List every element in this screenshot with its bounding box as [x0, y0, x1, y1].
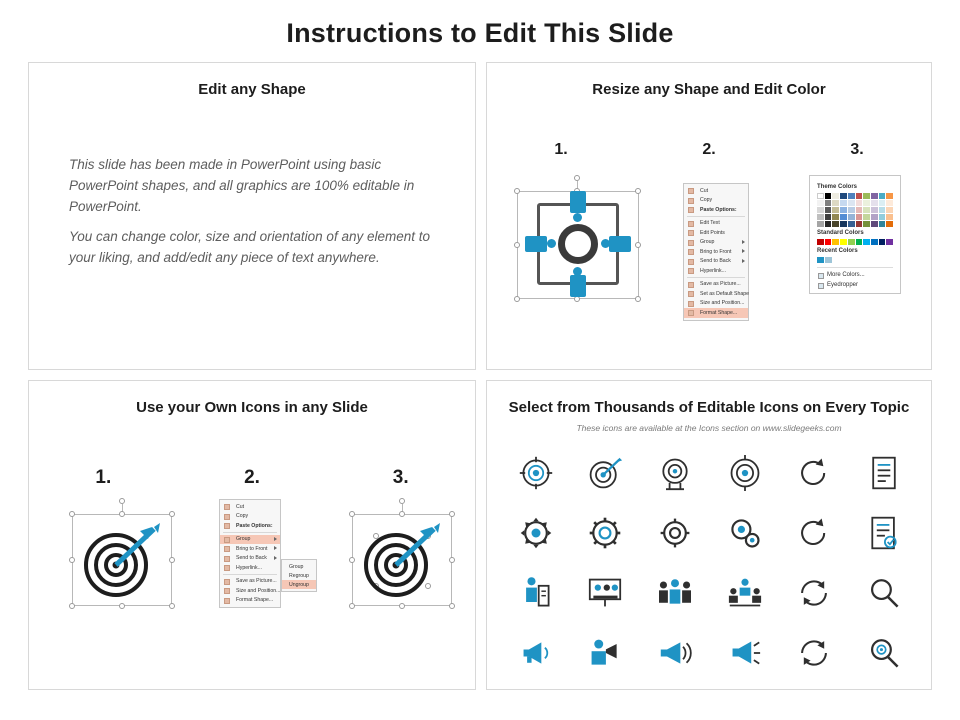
- swatch[interactable]: [840, 200, 847, 206]
- submenu-item-regroup[interactable]: Regroup: [289, 572, 309, 579]
- swatch[interactable]: [863, 239, 870, 245]
- context-menu-item-format-shape[interactable]: Format Shape...: [220, 596, 280, 606]
- swatch[interactable]: [832, 207, 839, 213]
- swatch[interactable]: [856, 214, 863, 220]
- icon-checklist-document-icon[interactable]: [868, 515, 900, 551]
- swatch[interactable]: [879, 207, 886, 213]
- context-menu-separator-2: [687, 277, 745, 278]
- context-menu-item-edit-points[interactable]: Edit Points: [684, 228, 748, 238]
- swatch[interactable]: [840, 214, 847, 220]
- icon-context-menu[interactable]: [219, 499, 281, 608]
- submenu-item-group[interactable]: Group: [289, 563, 304, 570]
- icon-person-podium-icon[interactable]: [519, 575, 553, 611]
- hyperlink-icon: [688, 268, 694, 274]
- swatch[interactable]: [863, 200, 870, 206]
- swatch[interactable]: [817, 200, 824, 206]
- context-menu-item-paste-options[interactable]: Paste Options:: [684, 205, 748, 215]
- own-icons-step-numbers: [29, 467, 475, 489]
- save-picture-icon: [688, 282, 694, 288]
- eyedropper-icon: [818, 283, 824, 289]
- swatch[interactable]: [840, 193, 847, 199]
- swatch[interactable]: [825, 193, 832, 199]
- icon-gear-double-icon[interactable]: [727, 515, 763, 551]
- context-menu-item-copy[interactable]: Copy: [220, 512, 280, 522]
- swatch[interactable]: [817, 257, 824, 263]
- page-title: Instructions to Edit This Slide: [286, 18, 674, 48]
- resize-step-1-illustration: [511, 177, 645, 307]
- resize-step-number-3: 3.: [850, 141, 864, 158]
- swatch[interactable]: [825, 214, 832, 220]
- panel-title-resize-shape: Resize any Shape and Edit Color: [592, 81, 826, 98]
- swatch[interactable]: [863, 193, 870, 199]
- icon-document-list-icon[interactable]: [868, 455, 900, 491]
- handle-sw[interactable]: [514, 296, 520, 302]
- context-menu-item-size-and-position[interactable]: Size and Position...: [220, 586, 280, 596]
- group-icon: [224, 537, 230, 543]
- swatch[interactable]: [886, 239, 893, 245]
- panel-subtitle-thousands-icons: These icons are available at the Icons section on www.slidegeeks.com: [576, 423, 842, 433]
- edit-shape-paragraph-1: This slide has been made in PowerPoint using basic PowerPoint shapes, and all graphics are 100% editable in PowerPoint.: [69, 157, 415, 214]
- paste-icon: [688, 207, 694, 213]
- swatch[interactable]: [832, 193, 839, 199]
- submenu-item-ungroup[interactable]: Ungroup: [282, 580, 316, 589]
- icon-gear-center-icon[interactable]: [518, 515, 554, 551]
- swatch[interactable]: [856, 200, 863, 206]
- swatch[interactable]: [863, 214, 870, 220]
- icon-search-target-icon[interactable]: [867, 636, 901, 670]
- swatch[interactable]: [817, 221, 824, 227]
- swatch[interactable]: [871, 239, 878, 245]
- chevron-right-icon: [742, 240, 745, 244]
- swatch[interactable]: [840, 239, 847, 245]
- cut-icon: [688, 188, 694, 194]
- handle-se[interactable]: [635, 296, 641, 302]
- theme-color-row-2[interactable]: [817, 200, 893, 206]
- swatch[interactable]: [879, 200, 886, 206]
- icon-presentation-people-icon[interactable]: [587, 576, 623, 610]
- format-shape-icon: [688, 310, 694, 316]
- panel-title-own-icons: Use your Own Icons in any Slide: [136, 399, 368, 416]
- swatch[interactable]: [848, 207, 855, 213]
- edit-text-icon: [688, 221, 694, 227]
- handle-w[interactable]: [514, 242, 520, 248]
- swatch[interactable]: [825, 221, 832, 227]
- swatch[interactable]: [848, 193, 855, 199]
- handle-e[interactable]: [169, 557, 175, 563]
- own-icons-step-3-illustration: [347, 501, 465, 611]
- handle-n[interactable]: [399, 511, 405, 517]
- swatch[interactable]: [879, 214, 886, 220]
- icon-refresh-arrow-icon[interactable]: [797, 456, 831, 490]
- shape-tab-right: [609, 236, 631, 252]
- swatch[interactable]: [879, 239, 886, 245]
- swatch[interactable]: [886, 200, 893, 206]
- icon-bullhorn-icon[interactable]: [657, 637, 693, 669]
- icon-megaphone-icon[interactable]: [518, 637, 554, 669]
- icon-group-people-icon[interactable]: [656, 577, 694, 609]
- copy-icon: [224, 514, 230, 520]
- swatch[interactable]: [879, 221, 886, 227]
- context-menu-separator-2: [223, 574, 277, 575]
- swatch[interactable]: [817, 239, 824, 245]
- swatch[interactable]: [825, 257, 832, 263]
- context-menu-item-save-as-picture[interactable]: Save as Picture...: [220, 577, 280, 587]
- chevron-right-icon: [742, 249, 745, 253]
- swatch[interactable]: [832, 239, 839, 245]
- format-shape-icon: [224, 598, 230, 604]
- handle-nw[interactable]: [69, 511, 75, 517]
- handle-ne[interactable]: [169, 511, 175, 517]
- context-menu-item-send-to-back[interactable]: Send to Back: [684, 257, 748, 267]
- cut-icon: [224, 504, 230, 510]
- panel-thousands-icons: [486, 380, 932, 690]
- icon-magnifier-icon[interactable]: [867, 576, 901, 610]
- swatch[interactable]: [886, 207, 893, 213]
- handle-se[interactable]: [169, 603, 175, 609]
- swatch[interactable]: [879, 193, 886, 199]
- icon-announcement-icon[interactable]: [727, 637, 763, 669]
- context-menu-item-bring-to-front[interactable]: Bring to Front: [684, 247, 748, 257]
- handle-n[interactable]: [119, 511, 125, 517]
- recent-color-row[interactable]: [817, 257, 893, 263]
- handle-sw[interactable]: [69, 603, 75, 609]
- swatch[interactable]: [840, 207, 847, 213]
- handle-ne[interactable]: [449, 511, 455, 517]
- paste-icon: [224, 523, 230, 529]
- theme-color-row-3[interactable]: [817, 207, 893, 213]
- shape-context-menu[interactable]: [683, 183, 749, 321]
- rotate-handle[interactable]: [119, 498, 125, 504]
- theme-colors-label: Theme Colors: [817, 184, 858, 190]
- icon-sync-arrows-icon[interactable]: [797, 576, 831, 610]
- context-menu-item-edit-text[interactable]: Edit Text: [684, 219, 748, 229]
- swatch[interactable]: [848, 239, 855, 245]
- bring-front-icon: [688, 249, 694, 255]
- swatch[interactable]: [871, 207, 878, 213]
- send-back-icon: [688, 259, 694, 265]
- swatch[interactable]: [848, 221, 855, 227]
- context-menu-item-format-shape[interactable]: Format Shape...: [684, 308, 748, 318]
- theme-color-row-5[interactable]: [817, 221, 893, 227]
- swatch[interactable]: [825, 200, 832, 206]
- handle-s[interactable]: [119, 603, 125, 609]
- swatch[interactable]: [863, 207, 870, 213]
- context-menu-item-copy[interactable]: Copy: [684, 196, 748, 206]
- context-menu-item-send-to-back[interactable]: Send to Back: [220, 554, 280, 564]
- swatch[interactable]: [832, 221, 839, 227]
- swatch[interactable]: [856, 207, 863, 213]
- context-menu-item-group[interactable]: Group: [684, 238, 748, 248]
- icon-refresh-circle-icon[interactable]: [797, 516, 831, 550]
- context-menu-item-cut[interactable]: Cut: [684, 186, 748, 196]
- swatch[interactable]: [832, 200, 839, 206]
- handle-nw[interactable]: [349, 511, 355, 517]
- eyedropper-option[interactable]: Eyedropper: [817, 282, 893, 288]
- context-menu-item-group[interactable]: Group: [220, 535, 280, 545]
- icon-library-grid: [501, 443, 919, 683]
- icon-gear-cog-icon[interactable]: [587, 515, 623, 551]
- save-picture-icon: [224, 579, 230, 585]
- theme-color-row-1[interactable]: [817, 193, 893, 199]
- edit-points-icon: [688, 230, 694, 236]
- size-position-icon: [224, 588, 230, 594]
- rotate-handle[interactable]: [399, 498, 405, 504]
- swatch[interactable]: [817, 193, 824, 199]
- shape-cap-left: [547, 239, 556, 248]
- shape-cap-bottom: [573, 267, 582, 276]
- swatch[interactable]: [832, 214, 839, 220]
- group-submenu[interactable]: [281, 559, 317, 592]
- swatch[interactable]: [871, 200, 878, 206]
- shape-cap-top: [573, 213, 582, 222]
- own-icons-step-number-2: 2.: [244, 467, 260, 488]
- handle-w[interactable]: [69, 557, 75, 563]
- icon-person-speaker-icon[interactable]: [588, 636, 622, 670]
- icon-gear-outline-icon[interactable]: [657, 515, 693, 551]
- swatch[interactable]: [817, 207, 824, 213]
- rotate-handle[interactable]: [574, 175, 580, 181]
- target-arrow-icon: [358, 521, 446, 599]
- context-menu-item-hyperlink[interactable]: Hyperlink...: [684, 266, 748, 276]
- shape-tab-top: [570, 191, 586, 213]
- swatch[interactable]: [886, 214, 893, 220]
- handle-sw[interactable]: [349, 603, 355, 609]
- shape-ring: [558, 224, 598, 264]
- context-menu-separator-1: [223, 532, 277, 533]
- bring-front-icon: [224, 546, 230, 552]
- panel-resize-shape: [486, 62, 932, 370]
- editable-shape-graphic: [523, 189, 633, 299]
- icon-target-crosshair-icon[interactable]: [518, 455, 554, 491]
- swatch[interactable]: [886, 221, 893, 227]
- handle-ne[interactable]: [635, 188, 641, 194]
- resize-step-number-2: 2.: [702, 141, 716, 158]
- chevron-right-icon: [742, 259, 745, 263]
- swatch[interactable]: [840, 221, 847, 227]
- group-icon: [688, 240, 694, 246]
- chevron-right-icon: [274, 537, 277, 541]
- color-picker-separator: [817, 267, 893, 268]
- edit-shape-paragraph-2: You can change color, size and orientation of any element to your liking, and add/edit any piece of text anywhere.: [69, 229, 430, 265]
- more-colors-option[interactable]: More Colors...: [817, 272, 893, 278]
- context-menu-item-set-default-shape[interactable]: Set as Default Shape: [684, 289, 748, 299]
- swatch[interactable]: [871, 193, 878, 199]
- icon-recycle-arrows-icon[interactable]: [797, 636, 831, 670]
- shape-cap-right: [601, 239, 610, 248]
- swatch[interactable]: [848, 200, 855, 206]
- copy-icon: [688, 198, 694, 204]
- shape-tab-bottom: [570, 275, 586, 297]
- context-menu-item-bring-to-front[interactable]: Bring to Front: [220, 544, 280, 554]
- default-shape-icon: [688, 291, 694, 297]
- handle-se[interactable]: [449, 603, 455, 609]
- swatch[interactable]: [825, 239, 832, 245]
- swatch[interactable]: [871, 214, 878, 220]
- context-menu-item-hyperlink[interactable]: Hyperlink...: [220, 563, 280, 573]
- swatch[interactable]: [871, 221, 878, 227]
- context-menu-item-save-as-picture[interactable]: Save as Picture...: [684, 280, 748, 290]
- resize-step-number-1: 1.: [554, 141, 568, 158]
- icon-target-arrow-icon[interactable]: [587, 455, 623, 491]
- context-menu-item-cut[interactable]: Cut: [220, 502, 280, 512]
- icon-team-meeting-icon[interactable]: [727, 576, 763, 610]
- size-position-icon: [688, 301, 694, 307]
- handle-w[interactable]: [349, 557, 355, 563]
- handle-nw[interactable]: [514, 188, 520, 194]
- standard-colors-label: Standard Colors: [817, 230, 864, 236]
- own-icons-step-number-1: 1.: [95, 467, 112, 488]
- own-icons-step-number-3: 3.: [392, 467, 409, 488]
- theme-color-row-4[interactable]: [817, 214, 893, 220]
- chevron-right-icon: [274, 556, 277, 560]
- panel-edit-shape: [28, 62, 476, 370]
- panel-own-icons: [28, 380, 476, 690]
- color-picker-panel[interactable]: [809, 175, 901, 294]
- swatch[interactable]: [848, 214, 855, 220]
- handle-s[interactable]: [399, 603, 405, 609]
- swatch[interactable]: [825, 207, 832, 213]
- palette-icon: [818, 273, 824, 279]
- swatch[interactable]: [856, 221, 863, 227]
- swatch[interactable]: [817, 214, 824, 220]
- target-arrow-icon: [78, 521, 166, 599]
- icon-target-scope-icon[interactable]: [727, 455, 763, 491]
- panel-title-edit-shape: Edit any Shape: [198, 81, 306, 98]
- swatch[interactable]: [863, 221, 870, 227]
- context-menu-separator-1: [687, 216, 745, 217]
- swatch[interactable]: [886, 193, 893, 199]
- shape-tab-left: [525, 236, 547, 252]
- handle-e[interactable]: [635, 242, 641, 248]
- context-menu-item-paste-options[interactable]: Paste Options:: [220, 521, 280, 531]
- swatch[interactable]: [856, 239, 863, 245]
- icon-target-dart-icon[interactable]: [657, 455, 693, 491]
- recent-colors-label: Recent Colors: [817, 248, 858, 254]
- send-back-icon: [224, 556, 230, 562]
- hyperlink-icon: [224, 565, 230, 571]
- standard-color-row[interactable]: [817, 239, 893, 245]
- panel-title-thousands-icons: Select from Thousands of Editable Icons on Every Topic: [508, 399, 910, 416]
- chevron-right-icon: [274, 546, 277, 550]
- resize-step-numbers: [487, 141, 931, 159]
- swatch[interactable]: [856, 193, 863, 199]
- own-icons-step-1-illustration: [67, 501, 185, 611]
- context-menu-item-size-and-position[interactable]: Size and Position...: [684, 299, 748, 309]
- handle-e[interactable]: [449, 557, 455, 563]
